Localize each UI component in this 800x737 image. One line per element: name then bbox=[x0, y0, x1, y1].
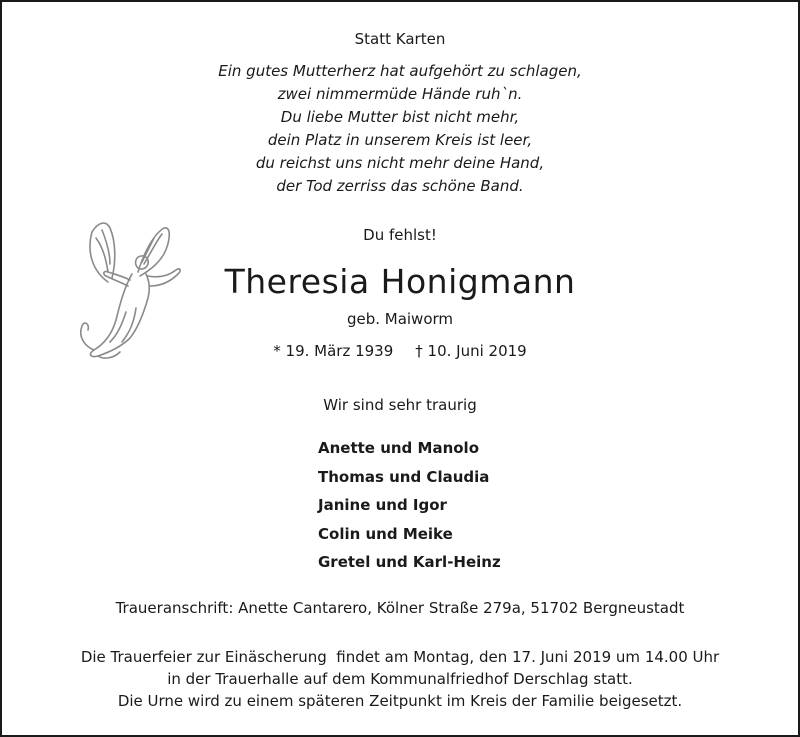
ceremony-line: in der Trauerhalle auf dem Kommunalfriedhof Derschlag statt. bbox=[167, 670, 633, 688]
family-member: Colin und Meike bbox=[318, 524, 453, 543]
ceremony-info bbox=[0, 646, 800, 712]
poem-line: der Tod zerriss das schöne Band. bbox=[276, 177, 524, 195]
missed-line: Du fehlst! bbox=[363, 226, 437, 244]
family-member: Gretel und Karl-Heinz bbox=[318, 553, 501, 571]
poem-line: dein Platz in unserem Kreis ist leer, bbox=[267, 131, 533, 149]
ceremony-line: Die Urne wird zu einem späteren Zeitpunkt im Kreis der Familie beigesetzt. bbox=[117, 692, 683, 710]
family-member: Janine und Igor bbox=[318, 496, 447, 514]
birth-date: * 19. März 1939 bbox=[273, 342, 394, 360]
poem-line: Du liebe Mutter bist nicht mehr, bbox=[280, 108, 520, 126]
poem-line: Ein gutes Mutterherz hat aufgehört zu schlagen, bbox=[218, 62, 582, 80]
sad-line: Wir sind sehr traurig bbox=[323, 396, 477, 414]
family-member: Thomas und Claudia bbox=[318, 467, 490, 486]
deceased-name: Theresia Honigmann bbox=[224, 262, 576, 301]
death-date: † 10. Juni 2019 bbox=[415, 342, 527, 360]
poem-line: du reichst uns nicht mehr deine Hand, bbox=[255, 154, 545, 172]
ceremony-line: Die Trauerfeier zur Einäscherung findet am Montag, den 17. Juni 2019 um 14.00 Uhr bbox=[80, 648, 720, 666]
birth-name: geb. Maiworm bbox=[346, 310, 454, 328]
family-list bbox=[318, 434, 501, 577]
poem bbox=[0, 60, 800, 198]
life-dates bbox=[0, 342, 800, 360]
poem-line: zwei nimmermüde Hände ruh`n. bbox=[277, 85, 523, 103]
header-statt-karten: Statt Karten bbox=[354, 30, 446, 48]
family-member: Anette und Manolo bbox=[318, 439, 479, 457]
mourning-address: Traueranschrift: Anette Cantarero, Kölner Straße 279a, 51702 Bergneustadt bbox=[115, 599, 685, 617]
